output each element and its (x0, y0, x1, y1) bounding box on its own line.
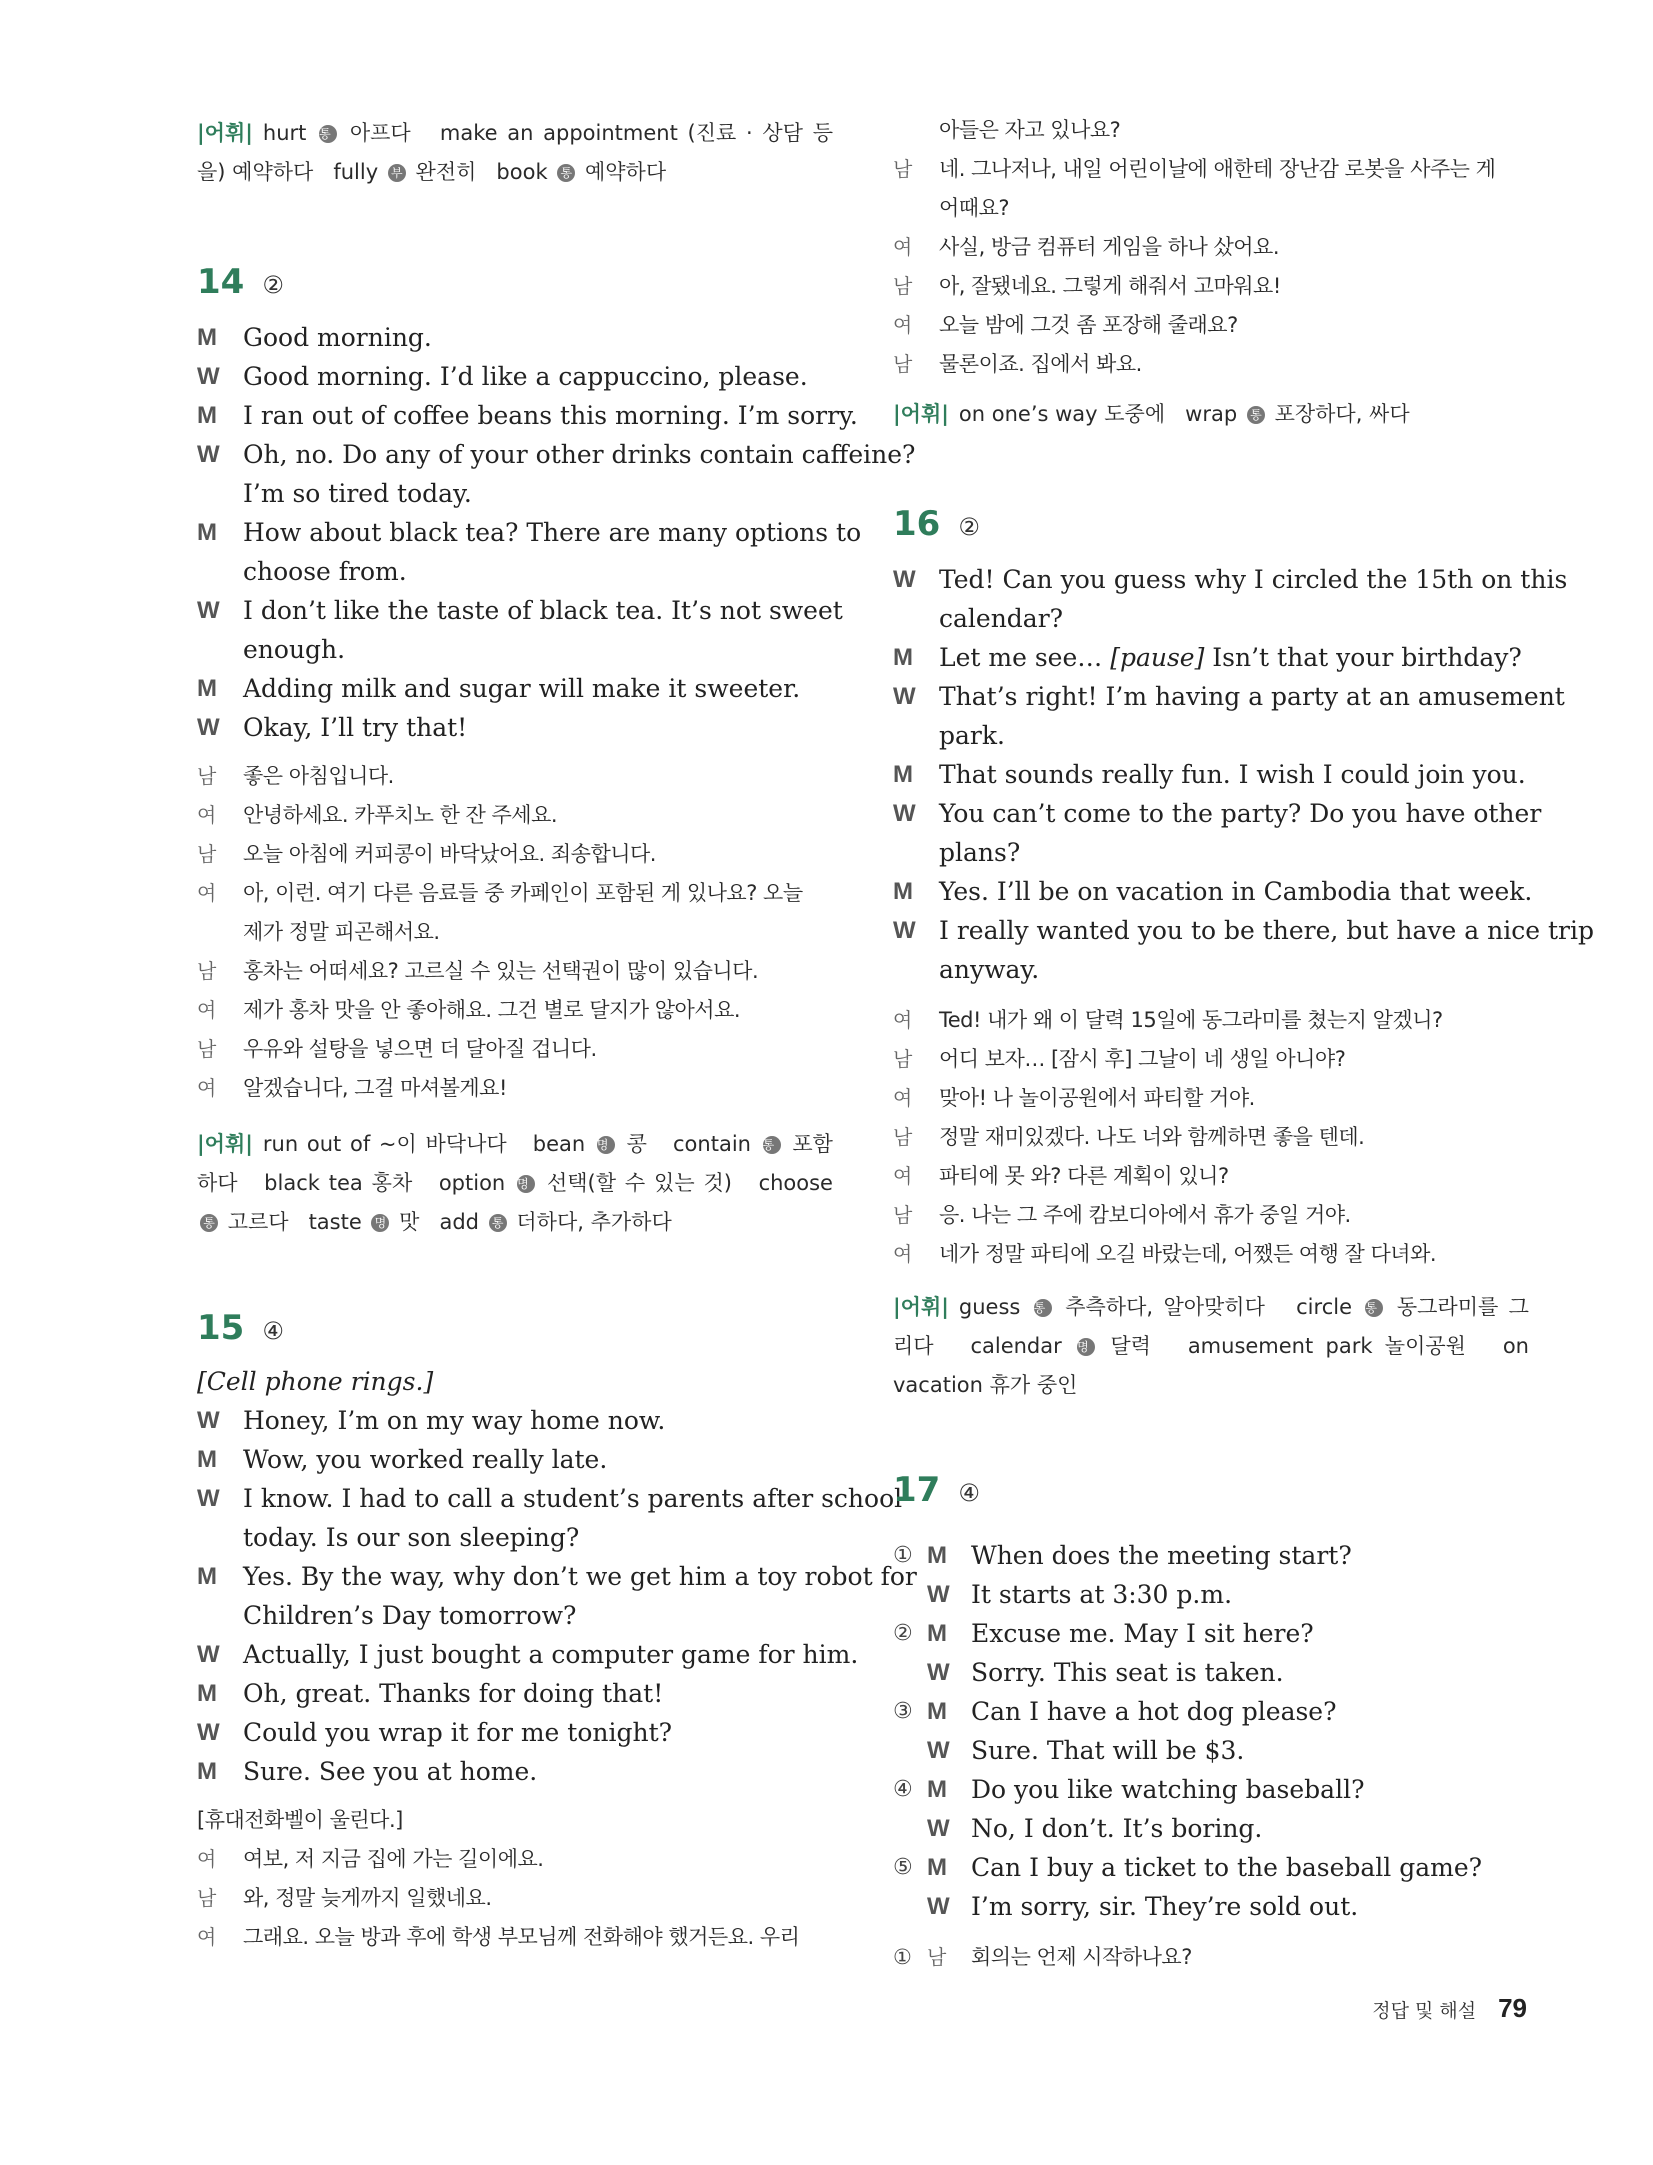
translation-line: 여 파티에 못 와? 다른 계획이 있니? (893, 1157, 1529, 1196)
question-15-heading (197, 1308, 284, 1348)
speaker-label: 여 (197, 998, 216, 1022)
speaker-label: W (197, 714, 220, 741)
dialogue-line-cont: anyway. (939, 955, 1040, 984)
vocab-13-line-1: |어휘| hurt 통 아프다 make an appointment (진료 · 상담 등 (197, 121, 833, 145)
translation-line: 여 아, 이런. 여기 다른 음료들 중 카페인이 포함된 게 있나요? 오늘 (197, 874, 833, 913)
choice-number: ② (893, 1621, 913, 1646)
translation-line: 여 네가 정말 파티에 오길 바랐는데, 어쨌든 여행 잘 다녀와. (893, 1235, 1529, 1274)
dialogue-line-cont: plans? (939, 838, 1021, 867)
translation-line: 남 응. 나는 그 주에 캄보디아에서 휴가 중일 거야. (893, 1196, 1529, 1235)
speaker-label: M (927, 1620, 947, 1647)
translation-line: ① 남 회의는 언제 시작하나요? (893, 1938, 1529, 1977)
choice-4-w: W No, I don’t. It’s boring. (893, 1809, 1529, 1848)
stage-direction: [Cell phone rings.] (197, 1367, 434, 1396)
choice-3-m: ③ M Can I have a hot dog please? (893, 1692, 1529, 1731)
vocab-15-line-1: |어휘| on one’s way 도중에 wrap 통 포장하다, 싸다 (893, 402, 1410, 426)
speaker-label: M (927, 1854, 947, 1881)
translation-line: 여 여보, 저 지금 집에 가는 길이에요. (197, 1840, 833, 1879)
stage-direction: [pause] (1110, 643, 1205, 672)
dialogue-line: W Honey, I’m on my way home now. (197, 1401, 833, 1440)
dialogue-line: M Sure. See you at home. (197, 1752, 833, 1791)
speaker-label: 남 (197, 959, 216, 983)
vocab-13 (197, 114, 833, 192)
speaker-label: W (197, 1485, 220, 1512)
choice-1-w: W It starts at 3:30 p.m. (893, 1575, 1529, 1614)
speaker-label: M (197, 519, 217, 546)
vocab-14 (197, 1125, 833, 1242)
translation-line: 여 안녕하세요. 카푸치노 한 잔 주세요. (197, 796, 833, 835)
translation-line-cont: 아들은 자고 있나요? (939, 118, 1121, 142)
speaker-label: W (197, 1641, 220, 1668)
speaker-label: M (927, 1776, 947, 1803)
stage-direction-ko: [휴대전화벨이 울린다.] (197, 1808, 403, 1832)
page-footer (1372, 1993, 1527, 2024)
vocab-label: |어휘| (893, 402, 949, 426)
speaker-label: W (893, 566, 916, 593)
speaker-label: 여 (197, 881, 216, 905)
dialogue-line: W Actually, I just bought a computer game for him. (197, 1635, 833, 1674)
translation-line: 남 네. 그나저나, 내일 어린이날에 애한테 장난감 로봇을 사주는 게 (893, 150, 1529, 189)
choice-1-m: ① M When does the meeting start? (893, 1536, 1529, 1575)
speaker-label: M (197, 675, 217, 702)
speaker-label: 남 (197, 842, 216, 866)
speaker-label: M (197, 1758, 217, 1785)
choice-number: ⑤ (893, 1855, 913, 1880)
choice-5-m: ⑤ M Can I buy a ticket to the baseball game? (893, 1848, 1529, 1887)
question-16-heading (893, 504, 980, 544)
choice-number: ④ (893, 1777, 913, 1802)
speaker-label: 남 (893, 1047, 912, 1071)
speaker-label: M (927, 1698, 947, 1725)
translation-line: 여 Ted! 내가 왜 이 달력 15일에 동그라미를 쳤는지 알겠니? (893, 1001, 1529, 1040)
speaker-label: 여 (893, 1008, 912, 1032)
verb-badge: 통 (489, 1214, 507, 1232)
verb-badge: 통 (200, 1214, 218, 1232)
translation-line: 남 오늘 아침에 커피콩이 바닥났어요. 죄송합니다. (197, 835, 833, 874)
speaker-label: W (197, 1719, 220, 1746)
answer-choice: ② (958, 513, 980, 541)
dialogue-line-cont: calendar? (939, 604, 1064, 633)
question-14-heading (197, 262, 284, 302)
translation-line-cont: 제가 정말 피곤해서요. (243, 920, 440, 944)
speaker-label: 여 (893, 235, 912, 259)
speaker-label: 여 (893, 1242, 912, 1266)
dialogue-line-cont: I’m so tired today. (243, 479, 472, 508)
footer-label: 정답 및 해설 (1372, 2000, 1477, 2022)
speaker-label: W (197, 597, 220, 624)
translation-line: 남 홍차는 어떠세요? 고르실 수 있는 선택권이 많이 있습니다. (197, 952, 833, 991)
vocab-15 (893, 395, 1529, 434)
verb-badge: 통 (763, 1136, 781, 1154)
dialogue-line: M Yes. I’ll be on vacation in Cambodia that week. (893, 872, 1529, 911)
vocab-16-line-1: |어휘| guess 통 추측하다, 알아맞히다 circle 통 동그라미를 그 (893, 1295, 1529, 1319)
dialogue-line: M I ran out of coffee beans this morning. I’m sorry. (197, 396, 833, 435)
speaker-label: W (197, 441, 220, 468)
page-number: 79 (1498, 1993, 1527, 2023)
translation-line: 남 어디 보자… [잠시 후] 그날이 네 생일 아니야? (893, 1040, 1529, 1079)
translation-line: 여 오늘 밤에 그것 좀 포장해 줄래요? (893, 306, 1529, 345)
question-number: 15 (197, 1308, 245, 1348)
speaker-label: 여 (197, 803, 216, 827)
adverb-badge: 부 (388, 164, 406, 182)
dialogue-line: M Oh, great. Thanks for doing that! (197, 1674, 833, 1713)
speaker-label: 남 (197, 764, 216, 788)
speaker-label: 여 (893, 1086, 912, 1110)
vocab-14-line-1: |어휘| run out of ~이 바닥나다 bean 명 콩 contain 통 포함 (197, 1132, 833, 1156)
dialogue-line: M Good morning. (197, 318, 833, 357)
choice-number: ① (893, 1945, 912, 1969)
translation-line: 여 그래요. 오늘 방과 후에 학생 부모님께 전화해야 했거든요. 우리 (197, 1918, 833, 1957)
dialogue-line-cont: choose from. (243, 557, 407, 586)
dialogue-line: W You can’t come to the party? Do you have other (893, 794, 1529, 833)
speaker-label: M (893, 644, 913, 671)
question-17-heading (893, 1470, 980, 1510)
verb-badge: 통 (1034, 1299, 1052, 1317)
speaker-label: M (197, 1446, 217, 1473)
dialogue-line: W That’s right! I’m having a party at an amusement (893, 677, 1529, 716)
speaker-label: 여 (893, 1164, 912, 1188)
dialogue-line: W Good morning. I’d like a cappuccino, please. (197, 357, 833, 396)
translation-line: 여 사실, 방금 컴퓨터 게임을 하나 샀어요. (893, 228, 1529, 267)
question-number: 16 (893, 504, 941, 544)
dialogue-line: M Let me see… [pause] Isn’t that your birthday? (893, 638, 1529, 677)
speaker-label: M (197, 324, 217, 351)
dialogue-line: M Wow, you worked really late. (197, 1440, 833, 1479)
speaker-label: 여 (197, 1847, 216, 1871)
speaker-label: 남 (927, 1945, 946, 1969)
answer-choice: ② (262, 271, 284, 299)
speaker-label: 남 (197, 1886, 216, 1910)
dialogue-line: W Oh, no. Do any of your other drinks contain caffeine? (197, 435, 833, 474)
translation-line-cont: 어때요? (939, 196, 1010, 220)
noun-badge: 명 (1077, 1338, 1095, 1356)
answer-choice: ④ (958, 1479, 980, 1507)
speaker-label: 남 (893, 157, 912, 181)
translation-line: 남 물론이죠. 집에서 봐요. (893, 345, 1529, 384)
speaker-label: 여 (197, 1925, 216, 1949)
speaker-label: M (927, 1542, 947, 1569)
dialogue-line-cont: park. (939, 721, 1005, 750)
dialogue-line: M Yes. By the way, why don’t we get him a toy robot for (197, 1557, 833, 1596)
speaker-label: 남 (197, 1037, 216, 1061)
translation-line: 남 우유와 설탕을 넣으면 더 달아질 겁니다. (197, 1030, 833, 1069)
verb-badge: 통 (319, 125, 337, 143)
choice-2-m: ② M Excuse me. May I sit here? (893, 1614, 1529, 1653)
dialogue-line-cont: enough. (243, 635, 346, 664)
translation-line: 여 제가 홍차 맛을 안 좋아해요. 그건 별로 달지가 않아서요. (197, 991, 833, 1030)
speaker-label: M (197, 1563, 217, 1590)
speaker-label: 남 (893, 1203, 912, 1227)
dialogue-line-cont: Children’s Day tomorrow? (243, 1601, 577, 1630)
speaker-label: M (197, 402, 217, 429)
verb-badge: 통 (557, 164, 575, 182)
noun-badge: 명 (371, 1214, 389, 1232)
speaker-label: W (893, 917, 916, 944)
translation-line: 남 와, 정말 늦게까지 일했네요. (197, 1879, 833, 1918)
speaker-label: W (893, 800, 916, 827)
speaker-label: 남 (893, 1125, 912, 1149)
speaker-label: W (927, 1659, 950, 1686)
choice-3-w: W Sure. That will be $3. (893, 1731, 1529, 1770)
dialogue-line-cont: today. Is our son sleeping? (243, 1523, 580, 1552)
speaker-label: 남 (893, 352, 912, 376)
speaker-label: M (893, 878, 913, 905)
vocab-16-line-3: vacation 휴가 중인 (893, 1373, 1078, 1397)
dialogue-line: M Adding milk and sugar will make it sweeter. (197, 669, 833, 708)
choice-4-m: ④ M Do you like watching baseball? (893, 1770, 1529, 1809)
speaker-label: M (893, 761, 913, 788)
dialogue-line: M How about black tea? There are many options to (197, 513, 833, 552)
dialogue-line: W Could you wrap it for me tonight? (197, 1713, 833, 1752)
speaker-label: 여 (197, 1076, 216, 1100)
speaker-label: W (197, 1407, 220, 1434)
vocab-14-line-3: 통 고르다 taste 명 맛 add 통 더하다, 추가하다 (197, 1203, 833, 1242)
vocab-16-line-2: 리다 calendar 명 달력 amusement park 놀이공원 on (893, 1334, 1529, 1358)
vocab-13-line-2: 을) 예약하다 fully 부 완전히 book 통 예약하다 (197, 160, 667, 184)
noun-badge: 명 (517, 1175, 535, 1193)
vocab-label: |어휘| (893, 1295, 949, 1319)
speaker-label: W (197, 363, 220, 390)
dialogue-line: M That sounds really fun. I wish I could join you. (893, 755, 1529, 794)
vocab-label: |어휘| (197, 121, 253, 145)
speaker-label: 여 (893, 313, 912, 337)
question-number: 17 (893, 1470, 941, 1510)
dialogue-line: W Okay, I’ll try that! (197, 708, 833, 747)
choice-5-w: W I’m sorry, sir. They’re sold out. (893, 1887, 1529, 1926)
vocab-16 (893, 1288, 1529, 1405)
translation-line: 남 정말 재미있겠다. 나도 너와 함께하면 좋을 텐데. (893, 1118, 1529, 1157)
translation-line: 여 알겠습니다, 그걸 마셔볼게요! (197, 1069, 833, 1108)
speaker-label: 남 (893, 274, 912, 298)
speaker-label: W (927, 1581, 950, 1608)
speaker-label: W (927, 1815, 950, 1842)
dialogue-line: W I don’t like the taste of black tea. It’s not sweet (197, 591, 833, 630)
noun-badge: 명 (597, 1136, 615, 1154)
choice-number: ① (893, 1543, 913, 1568)
question-number: 14 (197, 262, 245, 302)
speaker-label: M (197, 1680, 217, 1707)
vocab-label: |어휘| (197, 1132, 253, 1156)
answer-choice: ④ (262, 1317, 284, 1345)
translation-line: 남 좋은 아침입니다. (197, 757, 833, 796)
dialogue-line: W I really wanted you to be there, but have a nice trip (893, 911, 1529, 950)
speaker-label: W (927, 1893, 950, 1920)
translation-line: 남 아, 잘됐네요. 그렇게 해줘서 고마워요! (893, 267, 1529, 306)
verb-badge: 통 (1247, 406, 1265, 424)
dialogue-line: W Ted! Can you guess why I circled the 15th on this (893, 560, 1529, 599)
choice-number: ③ (893, 1699, 913, 1724)
speaker-label: W (893, 683, 916, 710)
translation-line: 여 맞아! 나 놀이공원에서 파티할 거야. (893, 1079, 1529, 1118)
choice-2-w: W Sorry. This seat is taken. (893, 1653, 1529, 1692)
vocab-14-line-2: 하다 black tea 홍차 option 명 선택(할 수 있는 것) choose (197, 1171, 833, 1195)
speaker-label: W (927, 1737, 950, 1764)
dialogue-line: W I know. I had to call a student’s parents after school (197, 1479, 833, 1518)
verb-badge: 통 (1365, 1299, 1383, 1317)
